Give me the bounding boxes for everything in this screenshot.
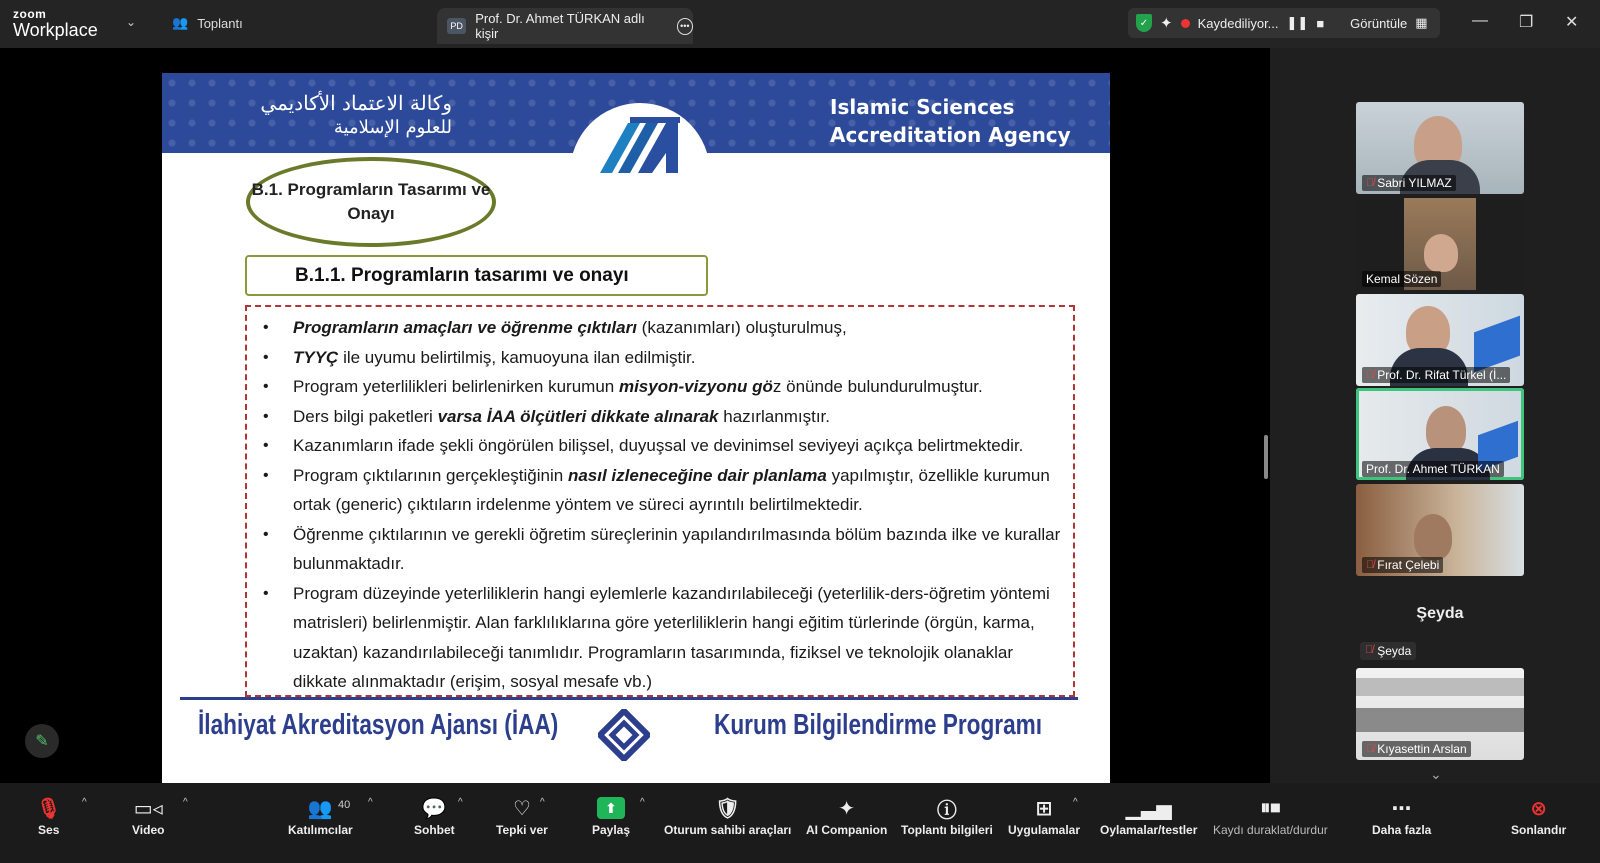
criteria-text: Ders bilgi paketleri [293, 406, 438, 426]
participant-count: 40 [338, 799, 351, 811]
video-tile-active-speaker[interactable] [1356, 388, 1524, 480]
participant-video-window [1356, 708, 1524, 732]
criteria-text: Program çıktılarının gerçekleştiğinin [293, 465, 568, 485]
participant-name: Sabri YILMAZ [1377, 176, 1452, 190]
participant-name: Şeyda [1377, 644, 1412, 658]
recording-label: Kaydediliyor... [1197, 15, 1279, 31]
background-decor [1474, 316, 1520, 373]
participant-name-tag [1362, 557, 1443, 573]
info-icon: ⓘ [936, 799, 957, 822]
brand-top: zoom [13, 7, 47, 21]
more-icon[interactable]: ••• [677, 18, 693, 35]
apps-button[interactable] [1008, 793, 1080, 837]
video-options-caret[interactable]: ^ [183, 797, 188, 808]
criteria-text: hazırlanmıştır. [718, 406, 830, 426]
host-tools-button[interactable] [664, 793, 791, 837]
recording-status [1128, 8, 1440, 38]
camera-icon: ▭◃ [133, 797, 163, 820]
criteria-text: (kazanımları) oluşturulmuş, [636, 318, 847, 337]
audio-options-caret[interactable]: ^ [82, 797, 87, 808]
criteria-item [255, 579, 1065, 697]
pause-stop-recording-label: Kaydı duraklat/durdur [1213, 823, 1328, 837]
react-label: Tepki ver [496, 823, 548, 837]
criteria-item [255, 520, 1065, 579]
panel-resize-handle[interactable] [1264, 435, 1268, 479]
view-button[interactable]: Görüntüle [1350, 15, 1408, 31]
participant-video [1414, 514, 1452, 560]
ai-companion-label: AI Companion [806, 823, 888, 837]
criteria-list [255, 313, 1065, 697]
footer-agency-name: İlahiyat Akreditasyon Ajansı (İAA) [198, 709, 559, 741]
meeting-toolbar [0, 783, 1600, 863]
criteria-item [255, 343, 1065, 373]
participant-video [1426, 406, 1466, 454]
end-meeting-button[interactable] [1511, 793, 1566, 837]
polls-label: Oylamalar/testler [1100, 823, 1198, 837]
subsection-title: B.1.1. Programların tasarımı ve onayı [245, 255, 708, 296]
share-button[interactable] [592, 793, 630, 837]
video-button[interactable] [132, 793, 164, 837]
share-icon-wrap [597, 793, 625, 823]
ai-companion-button[interactable] [806, 793, 887, 837]
participant-name: Kıyasettin Arslan [1377, 742, 1467, 756]
more-button[interactable] [1372, 793, 1431, 837]
criteria-emphasis: varsa İAA ölçütleri dikkate alınarak [437, 406, 719, 426]
criteria-box [245, 305, 1075, 697]
share-label: Paylaş [592, 823, 631, 837]
criteria-text: Kazanımların ifade şekli öngörülen bilişsel, duyuşsal ve devinimsel seviyeyi açıkça belirtmektedir. [293, 436, 1024, 455]
apps-label: Uygulamalar [1008, 823, 1081, 837]
participant-name-tag [1362, 367, 1510, 383]
participant-avatar-name: Şeyda [1416, 605, 1464, 622]
tab-meeting[interactable] [172, 15, 243, 31]
shield-icon[interactable]: ✓ [1136, 14, 1152, 32]
mic-off-icon: 🎙̸ [1366, 177, 1375, 189]
meeting-info-button[interactable] [901, 793, 993, 837]
pause-stop-icon: ⏸⏹ [1260, 796, 1281, 819]
participant-video [1356, 678, 1524, 696]
participants-icon: 👥 [172, 15, 189, 30]
participant-name-tag [1362, 175, 1456, 191]
meeting-info-label: Toplantı bilgileri [901, 823, 993, 837]
participants-icon: 👥 [307, 797, 333, 820]
criteria-text: yapılmıştır, özellikle kurumun ortak (generic) çıktıların irdelenme yöntem ve süreci ayrıntılı belirtilmektedir. [293, 465, 1050, 514]
tab-meeting-label: Toplantı [197, 15, 243, 31]
participant-name-tag [1362, 271, 1441, 287]
criteria-text: Program düzeyinde yeterliliklerin hangi eylemlerle kazandırılabileceği (yeterlilik-ders-öğretim yöntemi matrisleri) belirlenmiştir. Alan farklılıklarına göre yeterliliklerin hangi eğitim türlerinde (örgün, karma, uzaktan) kazandırılabileceği tanımlıdır. Programların tasarımında, fiziksel ve teknolojik olanaklar dikkate alınmaktadır (erişim, sosyal mesafe vb.) [293, 583, 1050, 691]
criteria-item [255, 431, 1065, 461]
heart-icon: ♡ [512, 797, 531, 820]
share-screen-icon: ⬆ [597, 797, 625, 819]
participant-name: Fırat Çelebi [1377, 558, 1440, 572]
participants-options-caret[interactable]: ^ [368, 797, 373, 808]
header-arabic-line2: للعلوم الإسلامية [333, 117, 452, 138]
footer-divider [180, 697, 1078, 700]
more-label: Daha fazla [1372, 823, 1432, 837]
video-tile[interactable] [1356, 484, 1524, 576]
audio-label: Ses [38, 823, 60, 837]
participant-video-face [1424, 234, 1458, 272]
chat-label: Sohbet [414, 823, 455, 837]
criteria-text: Öğrenme çıktılarının ve gerekli öğretim süreçlerinin yapılandırılmasında bölüm bazında ilke ve kurallar bulunmaktadır. [293, 524, 1061, 573]
restore-icon[interactable]: ❐ [1519, 14, 1534, 31]
criteria-emphasis: Programların amaçları ve öğrenme çıktıları [293, 318, 637, 337]
participant-name-tag [1362, 461, 1504, 477]
shared-slide [162, 73, 1110, 783]
criteria-text: z önünde bulundurulmuştur. [772, 377, 983, 396]
criteria-emphasis: nasıl izleneceğine dair planlama [567, 465, 827, 485]
bar-chart-icon: ▁▃▅ [1125, 797, 1172, 820]
chat-options-caret[interactable]: ^ [458, 797, 463, 808]
chevron-down-icon[interactable]: ⌄ [1430, 766, 1442, 782]
mic-off-icon: 🎙̸ [1366, 743, 1375, 755]
sparkle-icon[interactable]: ✦ [1160, 15, 1173, 32]
title-bar [0, 0, 1600, 48]
brand-bottom: Workplace [13, 20, 98, 40]
iaa-logo-icon [590, 115, 690, 175]
host-tools-label: Oturum sahibi araçları [664, 823, 792, 837]
minimize-icon[interactable]: — [1472, 12, 1488, 29]
pause-stop-recording-button[interactable] [1213, 793, 1328, 837]
criteria-item [255, 461, 1065, 520]
end-label: Sonlandır [1511, 823, 1567, 837]
sparkle-icon: ✦ [838, 797, 856, 820]
video-tile[interactable] [1356, 294, 1524, 386]
section-title-oval: B.1. Programların Tasarımı ve Onayı [246, 157, 496, 247]
close-icon[interactable]: ✕ [1565, 14, 1579, 31]
zoom-workplace-logo[interactable] [13, 8, 98, 39]
criteria-emphasis: TYYÇ [293, 347, 339, 367]
audio-button[interactable] [36, 793, 61, 837]
more-icon: ⋯ [1391, 797, 1412, 820]
record-dot-icon [1181, 19, 1190, 28]
chat-button[interactable] [414, 793, 455, 837]
criteria-text: ile uyumu belirtilmiş, kamuoyuna ilan edilmiştir. [338, 347, 696, 367]
presenter-badge: PD [447, 18, 466, 34]
criteria-item [255, 402, 1065, 432]
video-tile[interactable] [1356, 198, 1524, 290]
iaa-emblem-icon [598, 709, 650, 761]
annotate-pen-icon[interactable]: ✎ [25, 724, 59, 758]
pause-recording-icon[interactable]: ❚❚ [1286, 15, 1309, 30]
video-tile[interactable] [1356, 102, 1524, 194]
criteria-text: Program yeterlilikleri belirlenirken kurumun [293, 377, 619, 396]
react-options-caret[interactable]: ^ [540, 797, 545, 808]
tab-screen-share-label: Prof. Dr. Ahmet TÜRKAN adlı kişir [475, 11, 645, 41]
participant-name-tag [1360, 642, 1416, 660]
video-label: Video [132, 823, 165, 837]
apps-options-caret[interactable]: ^ [1073, 797, 1078, 808]
header-english-line2: Accreditation Agency [830, 123, 1071, 147]
header-english-line1: Islamic Sciences [830, 95, 1015, 119]
criteria-emphasis: misyon-vizyonu gö [618, 377, 773, 396]
mic-off-icon: 🎙̸ [1365, 644, 1374, 656]
end-icon: ⊗ [1530, 797, 1548, 820]
participants-label: Katılımcılar [288, 823, 353, 837]
chevron-down-icon[interactable]: ⌄ [126, 15, 137, 29]
criteria-item [255, 372, 1065, 402]
stop-recording-icon[interactable]: ■ [1316, 15, 1325, 31]
shield-icon: 🛡 [715, 797, 741, 820]
mic-off-icon: 🎙̸ [1366, 369, 1375, 381]
tab-screen-share[interactable] [437, 8, 693, 44]
grid-view-icon[interactable]: ▦ [1415, 15, 1428, 30]
mic-muted-icon: 🎙 [36, 797, 62, 820]
video-tile[interactable] [1356, 668, 1524, 760]
participant-name: Kemal Sözen [1366, 272, 1438, 286]
share-options-caret[interactable]: ^ [640, 797, 645, 808]
apps-icon: ⊞ [1035, 797, 1053, 820]
header-arabic-line1: وكالة الاعتماد الأكاديمي [260, 91, 452, 115]
mic-off-icon: 🎙̸ [1366, 559, 1375, 571]
participant-name: Prof. Dr. Ahmet TÜRKAN [1366, 462, 1500, 476]
chat-icon: 💬 [421, 797, 447, 820]
participant-name: Prof. Dr. Rifat Türkel (İ... [1377, 368, 1507, 382]
footer-program-name: Kurum Bilgilendirme Programı [714, 709, 1043, 741]
criteria-item [255, 313, 1065, 343]
polls-button[interactable] [1100, 793, 1197, 837]
participant-name-tag [1362, 741, 1471, 757]
